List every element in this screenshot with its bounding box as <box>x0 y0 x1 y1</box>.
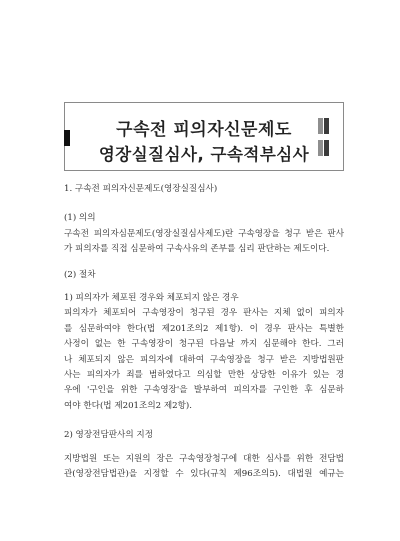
paragraph-line: 관(영장전담법관)을 지정할 수 있다(규칙 제96조의5). 대법원 예규는 <box>64 469 344 480</box>
paragraph-line: 나 체포되지 않은 피의자에 대하여 구속영장을 청구 받은 지방법원판 <box>64 354 344 365</box>
decorative-bar <box>318 118 323 134</box>
paragraph-line: 우에 '구인을 위한 구속영장'을 발부하여 피의자를 구인한 후 심문하 <box>64 385 344 396</box>
item-heading: 2) 영장전담판사의 지정 <box>64 430 153 441</box>
decorative-bar <box>324 140 329 156</box>
paragraph-line: 사정이 없는 한 구속영장이 청구된 다음날 까지 심문해야 한다. 그러 <box>64 339 344 350</box>
paragraph-line: 사는 피의자가 죄를 범하였다고 의심할 만한 상당한 이유가 있는 경 <box>64 370 344 381</box>
page-title: 구속전 피의자신문제도 <box>116 120 292 140</box>
subsection-heading: (2) 절차 <box>64 269 96 280</box>
section-heading: 1. 구속전 피의자신문제도(영장실질심사) <box>64 184 218 194</box>
left-marker <box>64 130 70 146</box>
item-heading: 1) 피의자가 체포된 경우와 체포되지 않은 경우 <box>64 293 239 304</box>
paragraph-line: 가 피의자를 직접 심문하여 구속사유의 존부를 심리 판단하는 제도이다. <box>64 244 330 255</box>
decorative-bar <box>318 140 323 156</box>
title-box <box>64 102 344 171</box>
paragraph-line: 지방법원 또는 지원의 장은 구속영장청구에 대한 심사를 위한 전담법 <box>64 453 344 464</box>
paragraph-line: 피의자가 체포되어 구속영장이 청구된 경우 판사는 지체 없이 피의자 <box>64 308 344 319</box>
paragraph-line: 를 심문하여야 한다(법 제201조의2 제1항). 이 경우 판사는 특별한 <box>64 323 344 334</box>
document-body <box>64 182 344 483</box>
page-subtitle: 영장실질심사, 구속적부심사 <box>98 145 310 164</box>
paragraph-line: 여야 한다(법 제201조의2 제2항). <box>64 400 192 411</box>
decorative-bar <box>324 118 329 134</box>
paragraph-line: 구속전 피의자심문제도(영장실질심사제도)란 구속영장을 청구 받은 판사 <box>64 228 344 239</box>
subsection-heading: (1) 의의 <box>64 213 96 224</box>
